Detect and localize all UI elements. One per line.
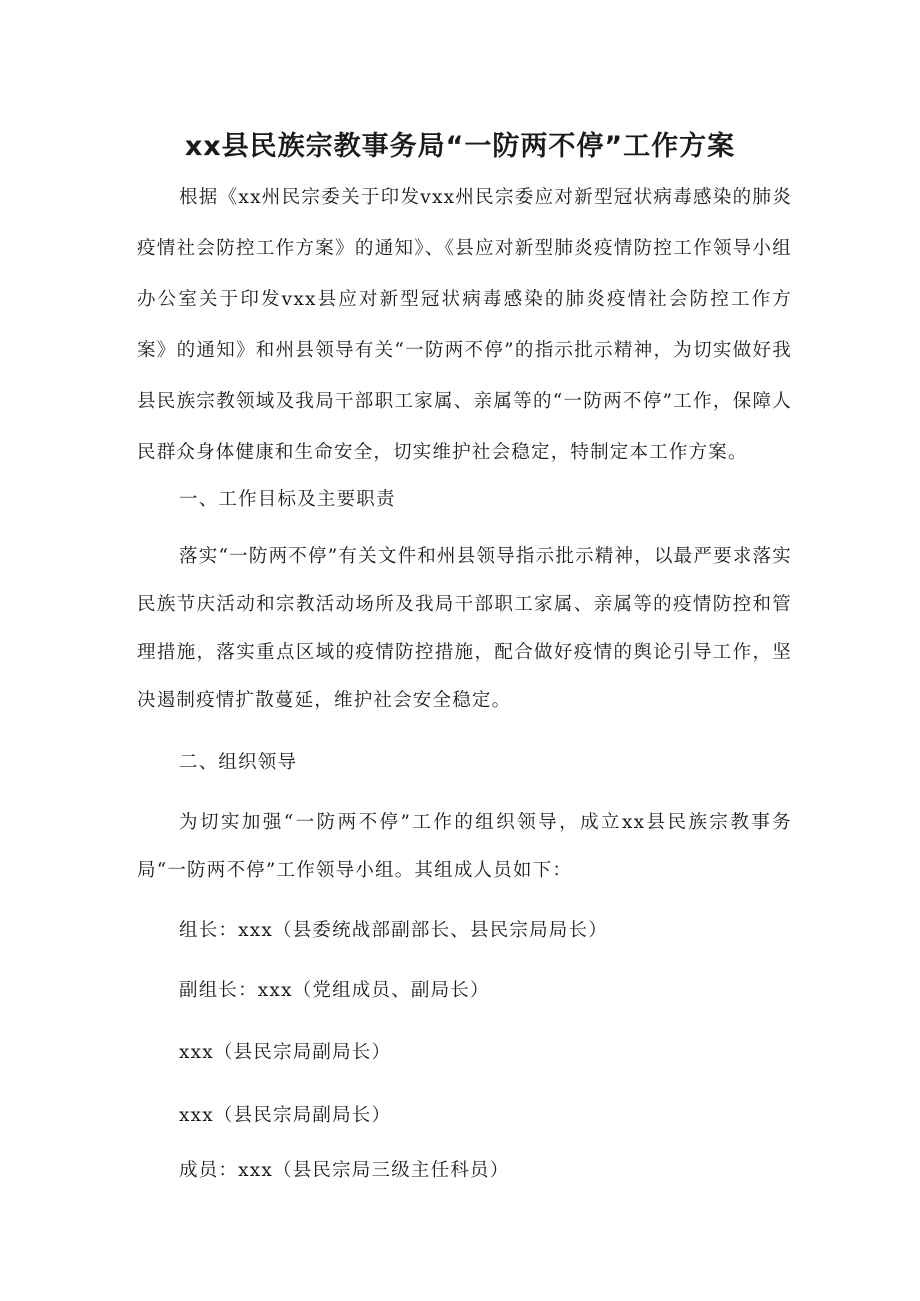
document-title: xx县民族宗教事务局“一防两不停”工作方案 <box>184 131 736 162</box>
member-deputy-director-2: xxx（县民宗局副局长） <box>179 1105 392 1126</box>
member-leader: 组长：xxx（县委统战部副部长、县民宗局局长） <box>179 920 608 941</box>
leadership-paragraph: 为切实加强“一防两不停”工作的组织领导，成立xx县民族宗教事务局“一防两不停”工作领导小组。其组成人员如下： <box>137 812 792 881</box>
section-heading-leadership: 二、组织领导 <box>179 752 298 773</box>
intro-paragraph: 根据《xx州民宗委关于印发vxx州民宗委应对新型冠状病毒感染的肺炎疫情社会防控工作方案》的通知》、《县应对新型肺炎疫情防控工作领导小组办公室关于印发vxx县应对新型冠状病毒感染的肺炎疫情社会防控工作方案》的通知》和州县领导有关“一防两不停”的指示批示精神，为切实做好我县民族宗教领域及我局干部职工家属、亲属等的“一防两不停”工作，保障人民群众身体健康和生命安全，切实维护社会稳定，特制定本工作方案。 <box>137 187 792 463</box>
member-staff: 成员：xxx（县民宗局三级主任科员） <box>179 1160 510 1181</box>
goals-paragraph: 落实“一防两不停”有关文件和州县领导指示批示精神，以最严要求落实民族节庆活动和宗教活动场所及我局干部职工家属、亲属等的疫情防控和管理措施，落实重点区域的疫情防控措施，配合做好疫情的舆论引导工作，坚决遏制疫情扩散蔓延，维护社会安全稳定。 <box>137 546 792 711</box>
section-heading-goals: 一、工作目标及主要职责 <box>179 489 396 510</box>
member-deputy-director-1: xxx（县民宗局副局长） <box>179 1042 392 1063</box>
member-deputy-leader: 副组长：xxx（党组成员、副局长） <box>179 980 490 1001</box>
